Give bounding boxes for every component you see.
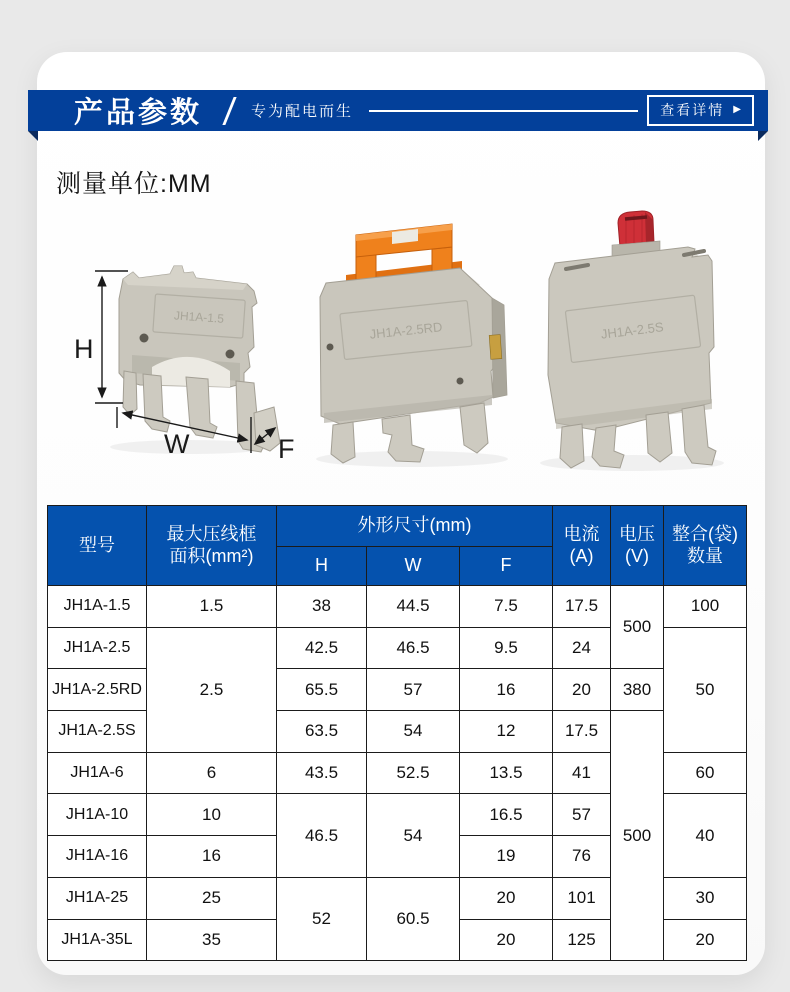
cell-model: JH1A-2.5S [48,711,147,753]
cell-package: 50 [664,627,747,752]
cell-h: 63.5 [277,711,367,753]
cell-model: JH1A-10 [48,794,147,836]
cell-f: 9.5 [460,627,553,669]
embossed-model-text: JH1A-2.5RD [368,319,444,342]
dimension-label-f: F [278,434,295,464]
product-photos [40,195,760,480]
cell-package: 20 [664,919,747,961]
cell-package: 40 [664,794,747,877]
embossed-model-text: JH1A-1.5 [173,308,225,326]
cell-package: 100 [664,586,747,628]
cell-area: 35 [147,919,277,961]
cell-model: JH1A-2.5 [48,627,147,669]
cell-model: JH1A-16 [48,836,147,878]
cell-f: 19 [460,836,553,878]
cell-voltage: 500 [611,586,664,669]
header-package-qty: 整合(袋) 数量 [664,506,747,586]
section-banner [28,90,768,131]
cell-h: 38 [277,586,367,628]
header-w: W [367,547,460,586]
cell-area: 10 [147,794,277,836]
cell-package: 30 [664,877,747,919]
cell-area: 1.5 [147,586,277,628]
play-arrow-icon: ▶ [733,104,743,115]
cell-h: 46.5 [277,794,367,877]
mounting-hole [457,378,464,385]
header-current: 电流 (A) [553,506,611,586]
terminal-block-red-screw [548,211,716,468]
cell-voltage: 500 [611,711,664,961]
header-wire-area: 最大压线框 面积(mm²) [147,506,277,586]
spec-table [47,505,747,961]
section-title: 产品参数 [74,97,203,129]
cell-w: 60.5 [367,877,460,960]
terminal-block-side-view [119,266,280,452]
cell-f: 16.5 [460,794,553,836]
mounting-hole [327,344,334,351]
cell-w: 54 [367,711,460,753]
cell-f: 7.5 [460,586,553,628]
header-f: F [460,547,553,586]
header-model: 型号 [48,506,147,586]
mounting-hole [140,334,149,343]
cell-area: 25 [147,877,277,919]
cell-current: 17.5 [553,711,611,753]
cell-w: 44.5 [367,586,460,628]
cell-f: 16 [460,669,553,711]
cell-f: 20 [460,877,553,919]
cell-model: JH1A-2.5RD [48,669,147,711]
cell-area: 16 [147,836,277,878]
cell-current: 101 [553,877,611,919]
cell-f: 12 [460,711,553,753]
embossed-model-text: JH1A-2.5S [600,319,665,342]
clamp-screw [489,335,502,360]
cell-current: 76 [553,836,611,878]
cell-model: JH1A-1.5 [48,586,147,628]
cell-w: 57 [367,669,460,711]
cell-h: 52 [277,877,367,960]
cell-area: 2.5 [147,627,277,752]
cell-w: 46.5 [367,627,460,669]
ribbon-fold-left [28,131,38,141]
cell-package: 60 [664,752,747,794]
header-voltage: 电压 (V) [611,506,664,586]
cell-current: 125 [553,919,611,961]
cell-f: 13.5 [460,752,553,794]
banner-tagline: 专为配电而生 [251,103,354,120]
terminal-block-orange-clip [320,224,507,463]
cell-model: JH1A-25 [48,877,147,919]
mounting-hole [226,350,235,359]
view-details-button[interactable] [647,95,754,126]
cell-current: 17.5 [553,586,611,628]
cell-w: 52.5 [367,752,460,794]
header-h: H [277,547,367,586]
cell-area: 6 [147,752,277,794]
cell-w: 54 [367,794,460,877]
cell-model: JH1A-35L [48,919,147,961]
header-dimensions: 外形尺寸(mm) [277,506,553,547]
dimension-label-h: H [74,334,94,364]
cell-f: 20 [460,919,553,961]
cell-model: JH1A-6 [48,752,147,794]
slash-divider [222,97,236,125]
cell-current: 57 [553,794,611,836]
cell-h: 42.5 [277,627,367,669]
measurement-unit-note: 测量单位:MM [56,170,212,198]
cell-h: 65.5 [277,669,367,711]
cell-current: 24 [553,627,611,669]
table-row [48,586,747,628]
cell-current: 41 [553,752,611,794]
dimension-label-w: W [164,429,190,459]
banner-rule-line [369,110,638,112]
cell-current: 20 [553,669,611,711]
cell-voltage: 380 [611,669,664,711]
cell-h: 43.5 [277,752,367,794]
view-details-label: 查看详情 [660,102,725,118]
